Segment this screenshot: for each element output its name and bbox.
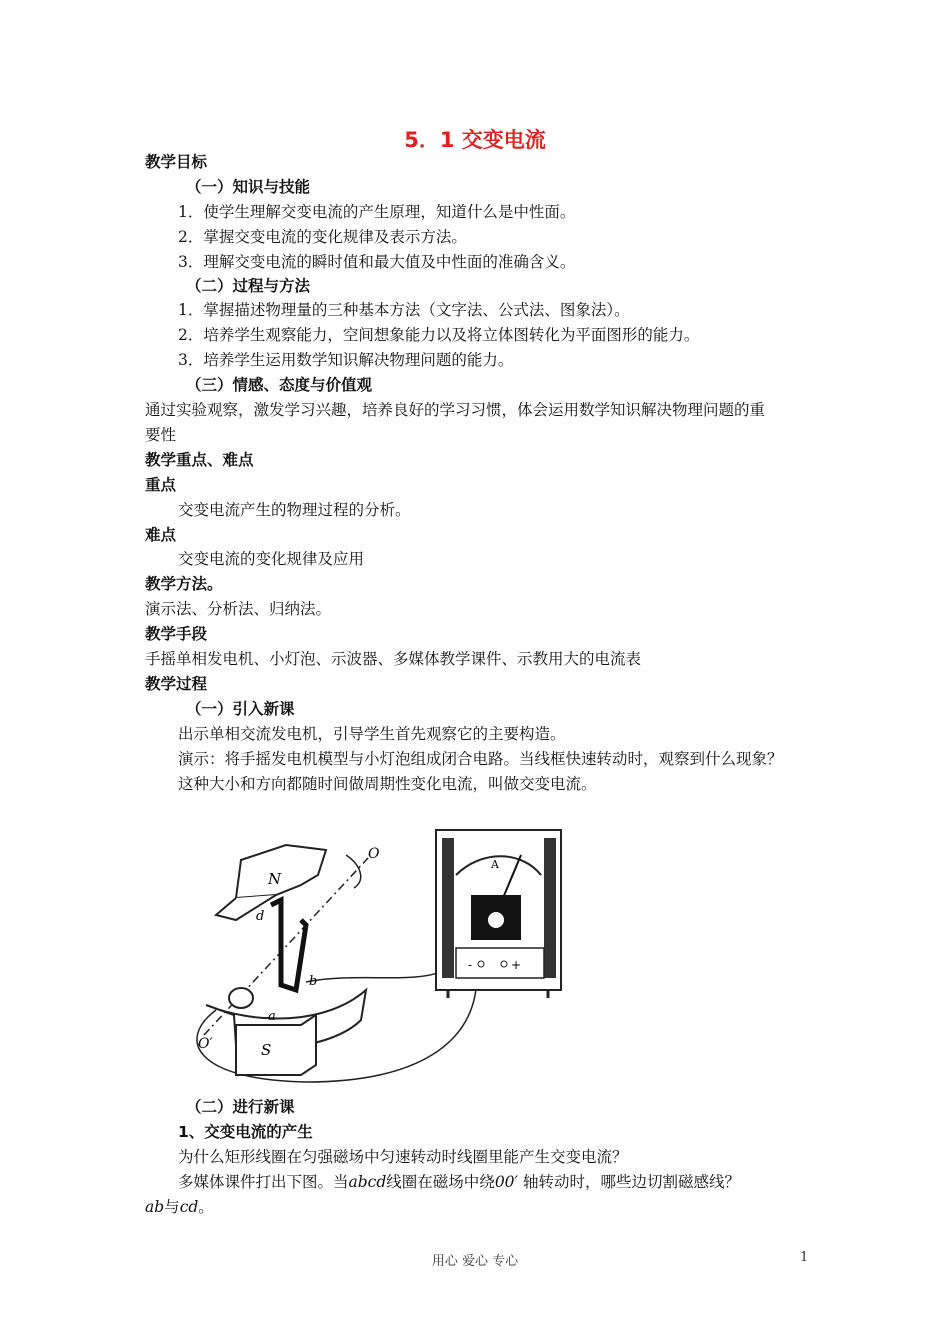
list-item: 3．理解交变电流的瞬时值和最大值及中性面的准确含义。 — [178, 253, 576, 271]
label-b: b — [309, 974, 318, 989]
text-run: 00′ — [494, 1173, 519, 1191]
text-run: cd — [179, 1198, 199, 1216]
page-footer: 用心 爱心 专心 — [431, 1254, 519, 1269]
paragraph: 为什么矩形线圈在匀强磁场中匀速转动时线圈里能产生交变电流？ — [178, 1148, 628, 1166]
rotation-arrow — [346, 855, 361, 888]
magnet-s-block — [236, 1015, 316, 1075]
paragraph: 通过实验观察，激发学习兴趣，培养良好的学习习惯，体会运用数学知识解决物理问题的重 — [145, 401, 766, 419]
section-process-heading: （二）过程与方法 — [186, 277, 311, 295]
paragraph — [145, 1195, 214, 1219]
section-attitude-heading: （三）情感、态度与价值观 — [186, 376, 373, 394]
text-run: ab — [145, 1198, 165, 1216]
paragraph: 交变电流的变化规律及应用 — [178, 550, 365, 568]
text-run: 与 — [164, 1198, 180, 1216]
text-run: 。 — [198, 1198, 214, 1216]
text-run: 多媒体课件打出下图。当 — [178, 1173, 349, 1191]
label-plus: + — [511, 958, 522, 972]
page-number: 1 — [800, 1250, 809, 1265]
label-o: O — [368, 846, 380, 862]
list-item: 2．培养学生观察能力，空间想象能力以及将立体图转化为平面图形的能力。 — [178, 326, 700, 344]
new-lesson-heading: （二）进行新课 — [186, 1098, 295, 1116]
slip-ring — [229, 988, 253, 1008]
page-title: 5．1 交变电流 — [404, 128, 546, 152]
list-item: 1．使学生理解交变电流的产生原理，知道什么是中性面。 — [178, 203, 576, 221]
meter-pivot — [488, 912, 504, 928]
terminal-plus — [501, 961, 507, 967]
label-ammeter: A — [491, 858, 499, 871]
text-run: 轴转动时，哪些边切割磁感线？ — [518, 1173, 740, 1191]
ammeter-side — [544, 838, 556, 978]
label-o-prime: O′ — [198, 1036, 213, 1052]
label-a: a — [268, 1009, 276, 1024]
label-d: d — [256, 909, 265, 924]
paragraph: 出示单相交流发电机，引导学生首先观察它的主要构造。 — [178, 725, 566, 743]
list-item: 3．培养学生运用数学知识解决物理问题的能力。 — [178, 351, 514, 369]
coil — [271, 900, 306, 990]
generator-figure — [186, 820, 576, 1090]
list-item: 1．掌握描述物理量的三种基本方法（文字法、公式法、图象法）。 — [178, 301, 630, 319]
paragraph: 演示：将手摇发电机模型与小灯泡组成闭合电路。当线框快速转动时，观察到什么现象？ — [178, 750, 783, 768]
text-run: abcd — [348, 1173, 387, 1191]
key-heading: 重点 — [145, 476, 177, 494]
paragraph — [178, 1170, 740, 1194]
intro-heading: （一）引入新课 — [186, 700, 295, 718]
paragraph: 演示法、分析法、归纳法。 — [145, 600, 332, 618]
wire-right — [306, 960, 456, 982]
label-s: S — [261, 1041, 272, 1059]
sub-heading: 1、交变电流的产生 — [178, 1123, 313, 1141]
keypoints-heading: 教学重点、难点 — [145, 451, 254, 469]
ammeter-side — [442, 838, 454, 978]
text-run: 线圈在磁场中绕 — [386, 1173, 495, 1191]
tools-heading: 教学手段 — [145, 625, 208, 643]
objectives-heading: 教学目标 — [145, 153, 208, 171]
paragraph: 手摇单相发电机、小灯泡、示波器、多媒体教学课件、示教用大的电流表 — [145, 650, 642, 668]
process-heading: 教学过程 — [145, 675, 208, 693]
section-knowledge-heading: （一）知识与技能 — [186, 178, 311, 196]
magnet-n-side — [216, 895, 276, 920]
list-item: 2．掌握交变电流的变化规律及表示方法。 — [178, 228, 467, 246]
terminal-minus — [478, 961, 484, 967]
paragraph: 这种大小和方向都随时间做周期性变化电流，叫做交变电流。 — [178, 775, 597, 793]
label-minus: - — [468, 958, 473, 972]
difficult-heading: 难点 — [145, 526, 177, 544]
method-heading: 教学方法。 — [145, 575, 223, 593]
paragraph: 交变电流产生的物理过程的分析。 — [178, 501, 411, 519]
label-n: N — [268, 870, 282, 888]
paragraph: 要性 — [145, 426, 177, 444]
